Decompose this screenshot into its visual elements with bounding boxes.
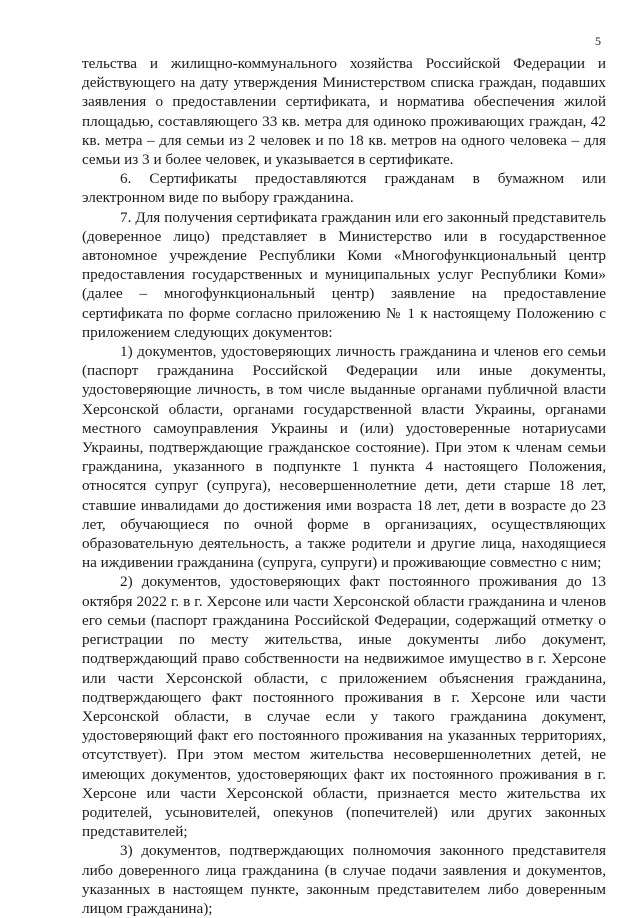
paragraph-subitem-2: 2) документов, удостоверяющих факт постоянного проживания до 13 октября 2022 г. в г. Херсоне или части Херсонской области гражданина и членов его семьи (паспорт гражданина Российской Федерации, содержащий отметку о регистрации по месту жительства, иные документы либо документ, подтверждающий право собственности на недвижимое имущество в г. Херсоне или части Херсонской области, с приложением объяснения гражданина, подтверждающего факт постоянного проживания в г. Херсоне или части Херсонской области, в случае если у такого гражданина документ, удостоверяющий факт его постоянного проживания на указанных территориях, отсутствует). При этом местом жительства несовершеннолетних детей, не имеющих документов, удостоверяющих факт их постоянного проживания в г. Херсоне или части Херсонской области, признается место жительства их родителей, усыновителей, опекунов (попечителей) или других законных представителей; [82, 573, 606, 841]
page-number: 5 [595, 34, 601, 48]
paragraph-item-6: 6. Сертификаты предоставляются гражданам в бумажном или электронном виде по выбору гражданина. [82, 170, 606, 207]
paragraph-item-7: 7. Для получения сертификата гражданин или его законный представитель (доверенное лицо) представляет в Министерство или в государственное автономное учреждение Республики Коми «Многофункциональный центр предоставления государственных и муниципальных услуг Республики Коми» (далее – многофункциональный центр) заявление на предоставление сертификата по форме согласно приложению № 1 к настоящему Положению с приложением следующих документов: [82, 208, 606, 341]
paragraph-continuation: тельства и жилищно-коммунального хозяйства Российской Федерации и действующего на дату утверждения Министерством списка граждан, подавших заявления о предоставлении сертификата, и норматива обеспечения жилой площадью, составляющего 33 кв. метра для одиноко проживающих граждан, 42 кв. метра – для семьи из 2 человек и по 18 кв. метров на одного человека – для семьи из 3 и более человек, и указывается в сертификате. [82, 55, 606, 169]
paragraph-subitem-3: 3) документов, подтверждающих полномочия законного представителя либо доверенного лица гражданина (в случае подачи заявления и документов, указанных в настоящем пункте, законным представителем либо доверенным лицом гражданина); [82, 842, 606, 917]
document-body [82, 54, 606, 918]
paragraph-subitem-1: 1) документов, удостоверяющих личность гражданина и членов его семьи (паспорт гражданина Российской Федерации или иные документы, удостоверяющие личность, в том числе выданные органами публичной власти Херсонской области, органами государственной власти Украины, органами местного самоуправления Украины и (или) удостоверенные нотариусами Украины, подтверждающие гражданское состояние). При этом к членам семьи гражданина, указанного в подпункте 1 пункта 4 настоящего Положения, относятся супруг (супруга), несовершеннолетние дети, дети старше 18 лет, ставшие инвалидами до достижения ими возраста 18 лет, дети в возрасте до 23 лет, обучающиеся по очной форме в организациях, осуществляющих образовательную деятельность, а также родители и другие лица, находящиеся на иждивении гражданина (супруга, супруги) и проживающие совместно с ним; [82, 343, 606, 572]
